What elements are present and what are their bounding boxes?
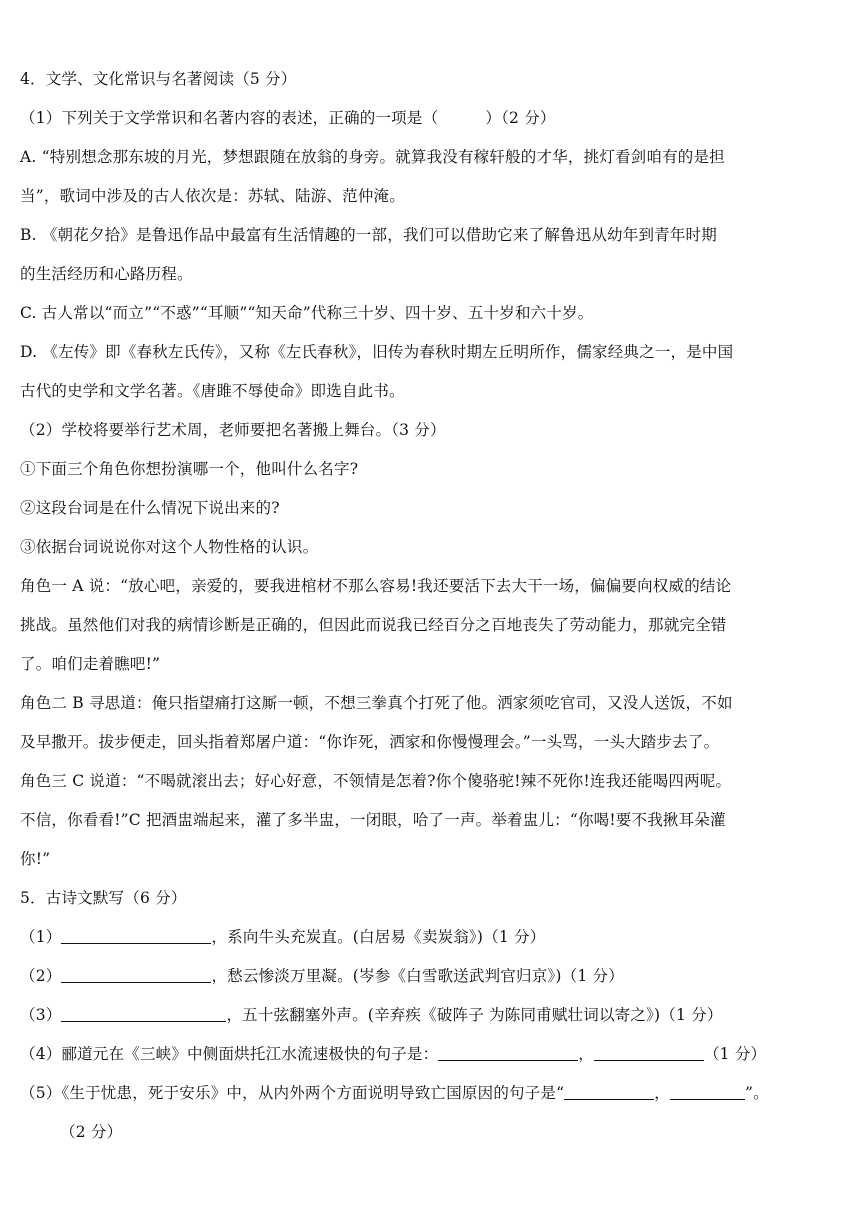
q5-item-1-blank[interactable] <box>61 928 211 944</box>
q5-item-1-text: ，系向牛头充炭直。(白居易《卖炭翁》)（1 分） <box>211 928 546 946</box>
q4-sub-question-1: ①下面三个角色你想扮演哪一个，他叫什么名字? <box>20 460 359 478</box>
q4-option-d-line2: 古代的史学和文学名著。《唐雎不辱使命》即选自此书。 <box>20 382 405 400</box>
q4-part2-stem: （2）学校将要举行艺术周，老师要把名著搬上舞台。（3 分） <box>20 421 446 439</box>
q5-item-5-blank-2[interactable] <box>670 1084 745 1100</box>
q5-item-1-number: （1） <box>20 928 62 946</box>
q5-item-2-blank[interactable] <box>61 967 211 983</box>
role-a-line3: 了。咱们走着瞧吧!” <box>20 655 161 673</box>
q5-item-3-blank[interactable] <box>61 1006 226 1022</box>
q5-item-5 <box>20 1083 838 1103</box>
q5-item-4-separator: ， <box>578 1045 594 1063</box>
q4-option-b-line1: B. 《朝花夕拾》是鲁迅作品中最富有生活情趣的一部，我们可以借助它来了解鲁迅从幼年到青年时期 <box>20 226 717 244</box>
q5-item-5-blank-1[interactable] <box>564 1084 654 1100</box>
q4-sub-question-3: ③依据台词说说你对这个人物性格的认识。 <box>20 538 319 556</box>
q4-title: 4．文学、文化常识与名著阅读（5 分） <box>20 70 297 88</box>
q5-item-5-prompt: （5）《生于忧患，死于安乐》中，从内外两个方面说明导致亡国原因的句子是“ <box>20 1084 565 1102</box>
q4-part1-stem: （1）下列关于文学常识和名著内容的表述，正确的一项是（ ）（2 分） <box>20 109 556 127</box>
q4-option-c: C. 古人常以“而立”“不惑”“耳顺”“知天命”代称三十岁、四十岁、五十岁和六十岁。 <box>20 304 594 322</box>
role-c-line2: 不信，你看看!”C 把酒盅端起来，灌了多半盅，一闭眼，哈了一声。举着盅儿：“你喝!要不我揪耳朵灌 <box>20 811 726 829</box>
q5-item-2-text: ，愁云惨淡万里凝。(岑参《白雪歌送武判官归京》)（1 分） <box>211 967 624 985</box>
role-b-line1: 角色二 B 寻思道：俺只指望痛打这厮一顿，不想三拳真个打死了他。洒家须吃官司，又没人送饭，不如 <box>20 694 733 712</box>
q5-item-4-blank-2[interactable] <box>594 1045 704 1061</box>
role-c-line1: 角色三 C 说道：“不喝就滚出去；好心好意，不领情是怎着?你个傻骆驼!辣不死你!连我还能喝四两呢。 <box>20 772 732 790</box>
q5-item-4-blank-1[interactable] <box>438 1045 578 1061</box>
q4-option-a-line2: 当”，歌词中涉及的古人依次是：苏轼、陆游、范仲淹。 <box>20 187 405 205</box>
q5-item-5-score: （2 分） <box>60 1123 123 1141</box>
q5-item-3 <box>20 1005 838 1025</box>
q5-item-4-score: （1 分） <box>703 1045 767 1063</box>
role-b-line2: 及早撒开。拔步便走，回头指着郑屠户道：“你诈死，洒家和你慢慢理会。”一头骂，一头大踏步去了。 <box>20 733 720 751</box>
role-a-line1: 角色一 A 说：“放心吧，亲爱的，要我进棺材不那么容易!我还要活下去大干一场，偏偏要向权威的结论 <box>20 577 732 595</box>
q5-item-3-number: （3） <box>20 1006 62 1024</box>
q5-item-4 <box>20 1044 838 1064</box>
role-c-line3: 你!” <box>20 850 51 868</box>
q5-item-2-number: （2） <box>20 967 62 985</box>
q5-item-3-text: ，五十弦翻塞外声。(辛弃疾《破阵子 为陈同甫赋壮词以寄之》)（1 分） <box>226 1006 723 1024</box>
q5-item-5-close: ”。 <box>744 1084 769 1102</box>
q5-item-2 <box>20 966 838 986</box>
q5-item-5-separator: ， <box>654 1084 670 1102</box>
role-a-line2: 挑战。虽然他们对我的病情诊断是正确的，但因此而说我已经百分之百地丧失了劳动能力，那就完全错 <box>20 616 727 634</box>
q4-option-a-line1: A. “特别想念那东坡的月光，梦想跟随在放翁的身旁。就算我没有稼轩般的才华，挑灯看剑咱有的是担 <box>20 148 725 166</box>
q5-item-4-prompt: （4）郦道元在《三峡》中侧面烘托江水流速极快的句子是： <box>20 1045 439 1063</box>
q5-item-1 <box>20 927 838 947</box>
q4-sub-question-2: ②这段台词是在什么情况下说出来的? <box>20 499 280 517</box>
q4-option-b-line2: 的生活经历和心路历程。 <box>20 265 193 283</box>
q4-option-d-line1: D. 《左传》即《春秋左氏传》，又称《左氏春秋》，旧传为春秋时期左丘明所作，儒家经典之一，是中国 <box>20 343 734 361</box>
q5-title: 5．古诗文默写（6 分） <box>20 889 187 907</box>
